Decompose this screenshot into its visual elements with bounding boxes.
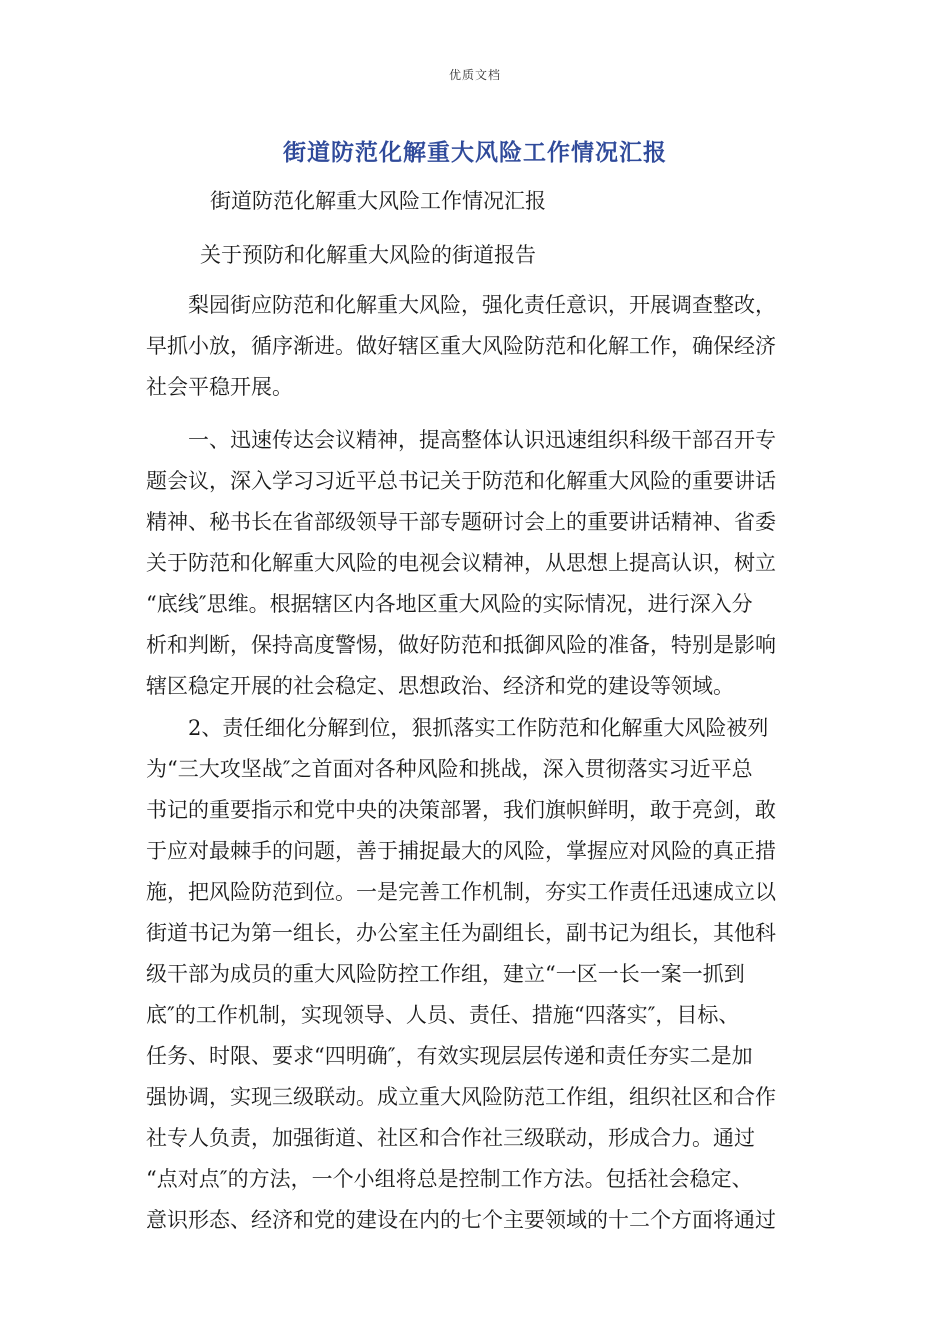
paragraph-line: 强协调，实现三级联动。成立重大风险防范工作组，组织社区和合作 [146,1085,776,1109]
paragraph-line: “点对点″的方法，一个小组将总是控制工作方法。包括社会稳定、 [146,1167,753,1191]
paragraph-line: 题会议，深入学习习近平总书记关于防范和化解重大风险的重要讲话 [146,469,776,493]
paragraph-line: “底线″思维。根据辖区内各地区重大风险的实际情况，进行深入分 [146,592,753,616]
paragraph-line: 街道书记为第一组长，办公室主任为副组长，副书记为组长，其他科 [146,921,776,945]
paragraph-line: 精神、秘书长在省部级领导干部专题研讨会上的重要讲话精神、省委 [146,510,776,534]
paragraph-line: 级干部为成员的重大风险防控工作组，建立“一区一长一案一抓到 [146,962,745,986]
paragraph-line: 关于防范和化解重大风险的电视会议精神，从思想上提高认识，树立 [146,551,776,575]
paragraph-line: 书记的重要指示和党中央的决策部署，我们旗帜鲜明，敢于亮剑，敢 [146,798,776,822]
header-label: 优质文档 [448,68,501,82]
document-title: 街道防范化解重大风险工作情况汇报 [283,140,667,166]
paragraph-line: 辖区稳定开展的社会稳定、思想政治、经济和党的建设等领域。 [146,674,734,698]
paragraph-line: 2、责任细化分解到位，狠抓落实工作防范和化解重大风险被列 [146,716,769,740]
subtitle-2: 关于预防和化解重大风险的街道报告 [200,243,536,267]
paragraph-1 [146,285,806,408]
paragraph-line: 析和判断，保持高度警惕，做好防范和抵御风险的准备，特别是影响 [146,633,776,657]
paragraph-line: 一、迅速传达会议精神，提高整体认识迅速组织科级干部召开专 [146,428,776,452]
paragraph-line: 施，把风险防范到位。一是完善工作机制，夯实工作责任迅速成立以 [146,880,776,904]
paragraph-line: 社会平稳开展。 [146,375,293,399]
paragraph-line: 于应对最棘手的问题，善于捕捉最大的风险，掌握应对风险的真正措 [146,839,776,863]
paragraph-line: 任务、时限、要求“四明确″，有效实现层层传递和责任夯实二是加 [146,1044,753,1068]
paragraph-line: 为“三大攻坚战″之首面对各种风险和挑战，深入贯彻落实习近平总 [146,757,753,781]
paragraph-line: 梨园街应防范和化解重大风险，强化责任意识，开展调查整改， [146,293,776,317]
paragraph-line: 早抓小放，循序渐进。做好辖区重大风险防范和化解工作，确保经济 [146,334,776,358]
subtitle-1: 街道防范化解重大风险工作情况汇报 [210,189,546,213]
paragraph-line: 社专人负责，加强街道、社区和合作社三级联动，形成合力。通过 [146,1126,755,1150]
paragraph-line: 底″的工作机制，实现领导、人员、责任、措施“四落实″，目标、 [146,1003,740,1027]
paragraph-line: 意识形态、经济和党的建设在内的七个主要领域的十二个方面将通过 [146,1208,776,1232]
paragraph-3 [146,708,806,1241]
paragraph-2 [146,420,806,707]
